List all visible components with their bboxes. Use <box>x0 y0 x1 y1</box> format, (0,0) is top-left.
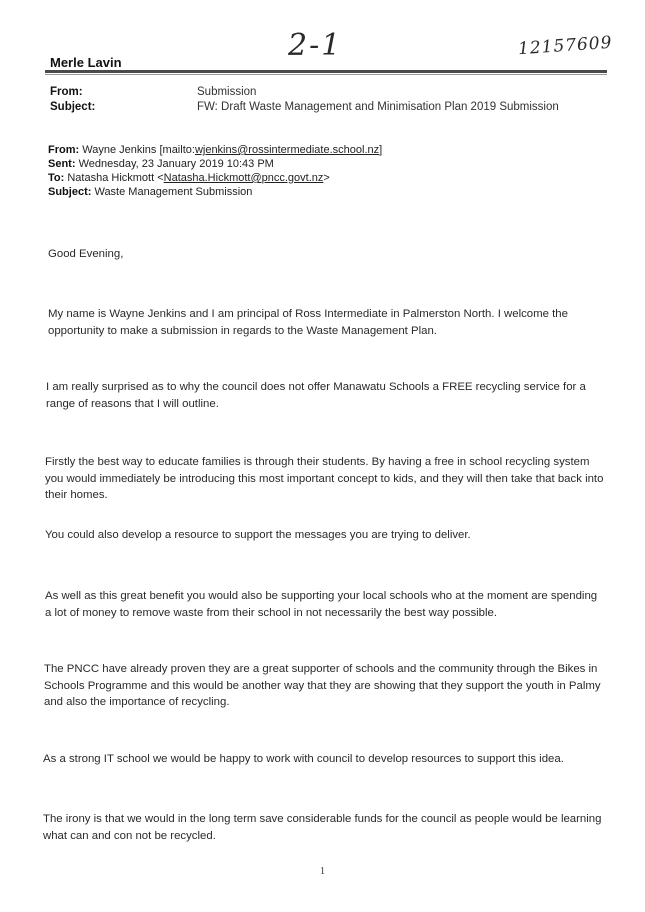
outer-from-label: From: <box>50 86 83 98</box>
inner-to-email-link[interactable]: Natasha.Hickmott@pncc.govt.nz <box>163 172 324 184</box>
outer-subject-label: Subject: <box>50 101 96 113</box>
inner-to-label: To: <box>48 172 65 184</box>
inner-subject-value: Waste Management Submission <box>94 186 253 198</box>
page-number: 1 <box>320 866 325 877</box>
header-divider-thin <box>45 74 607 75</box>
body-paragraph-1: My name is Wayne Jenkins and I am principal of Ross Intermediate in Palmerston North. I welcome the opportunity to make a submission in regards to the Waste Management Plan. <box>48 308 568 337</box>
inner-from-name: Wayne Jenkins [mailto: <box>82 144 195 156</box>
body-paragraph-8: The irony is that we would in the long term save considerable funds for the council as people would be learning what can and con not be recycled. <box>43 813 602 842</box>
inner-sent-value: Wednesday, 23 January 2019 10:43 PM <box>78 158 274 170</box>
outer-from-value: Submission <box>197 86 257 98</box>
sender-name: Merle Lavin <box>50 55 122 70</box>
handwritten-reference-number: 2-1 <box>288 28 343 63</box>
inner-to-close: > <box>323 172 330 184</box>
header-divider <box>45 70 607 73</box>
body-paragraph-5: As well as this great benefit you would also be supporting your local schools who at the moment are spending a lot of money to remove waste from their school in not necessarily the best way possible. <box>45 590 598 619</box>
outer-subject-value: FW: Draft Waste Management and Minimisation Plan 2019 Submission <box>197 101 559 113</box>
body-paragraph-2: I am really surprised as to why the council does not offer Manawatu Schools a FREE recycling service for a range of reasons that I will outline. <box>46 381 586 410</box>
inner-to-name: Natasha Hickmott < <box>67 172 164 184</box>
inner-sent-label: Sent: <box>48 158 76 170</box>
inner-sent-line <box>48 158 274 170</box>
body-paragraph-3: Firstly the best way to educate families is through their students. By having a free in school recycling system you would immediately be introducing this most important concept to kids, and they will then take that back into their homes. <box>45 456 604 501</box>
body-greeting: Good Evening, <box>48 248 124 260</box>
inner-from-label: From: <box>48 144 80 156</box>
body-paragraph-6: The PNCC have already proven they are a great supporter of schools and the community through the Bikes in Schools Programme and this would be another way that they are showing that they support the youth in Palmy and also the importance of recycling. <box>44 663 601 708</box>
inner-from-email-link[interactable]: wjenkins@rossintermediate.school.nz <box>194 144 380 156</box>
inner-from-close: ] <box>379 144 383 156</box>
inner-subject-line <box>48 186 252 198</box>
handwritten-document-code: 12157609 <box>517 32 614 60</box>
inner-from-line <box>48 144 382 156</box>
body-paragraph-7: As a strong IT school we would be happy to work with council to develop resources to support this idea. <box>43 753 564 765</box>
inner-subject-label: Subject: <box>48 186 92 198</box>
inner-to-line <box>48 172 330 184</box>
body-paragraph-4: You could also develop a resource to support the messages you are trying to deliver. <box>45 529 471 541</box>
